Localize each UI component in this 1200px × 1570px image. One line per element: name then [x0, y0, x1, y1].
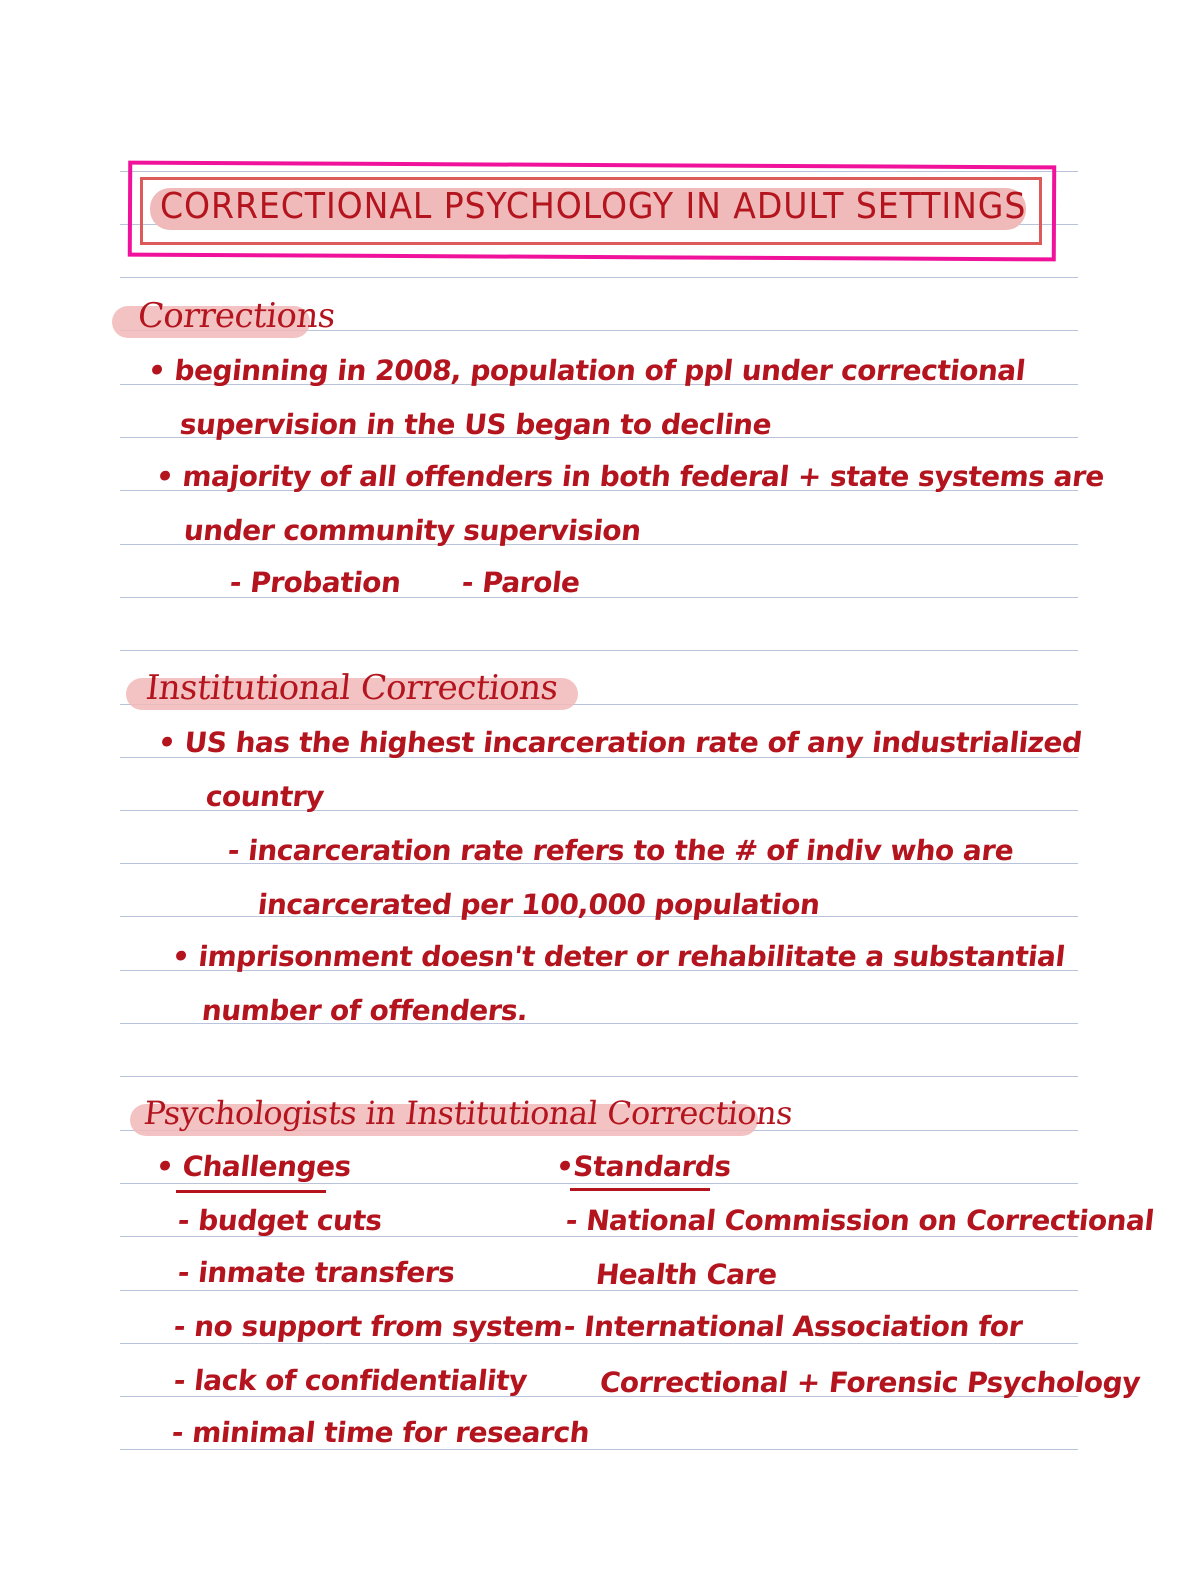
standard-item: Correctional + Forensic Psychology	[598, 1366, 1142, 1399]
page-title: CORRECTIONAL PSYCHOLOGY IN ADULT SETTINGS	[160, 186, 1027, 227]
note-line: incarcerated per 100,000 population	[256, 888, 822, 921]
challenge-item: - minimal time for research	[170, 1416, 591, 1449]
standards-label-text: Standards	[571, 1150, 733, 1183]
note-line: country	[204, 780, 326, 813]
standard-item: - International Association for	[562, 1310, 1024, 1343]
standard-item: Health Care	[594, 1258, 779, 1291]
section-heading-psychologists: Psychologists in Institutional Corrections	[142, 1094, 795, 1132]
challenge-item: - lack of confidentiality	[172, 1364, 529, 1397]
standard-item: - National Commission on Correctional	[564, 1204, 1156, 1237]
note-line: under community supervision	[182, 514, 643, 547]
challenge-item: - no support from system	[172, 1310, 565, 1343]
note-line: • imprisonment doesn't deter or rehabilitate a substantial	[170, 940, 1067, 973]
rule-line	[120, 1183, 1078, 1184]
rule-line	[120, 1449, 1078, 1450]
rule-line	[120, 1076, 1078, 1077]
challenge-item: - inmate transfers	[176, 1256, 457, 1289]
challenges-underline	[176, 1190, 326, 1193]
note-line: supervision in the US began to decline	[178, 408, 773, 441]
note-line: number of offenders.	[200, 994, 530, 1027]
section-heading-corrections: Corrections	[135, 296, 338, 336]
challenge-item: - budget cuts	[176, 1204, 384, 1237]
note-line: • US has the highest incarceration rate of any industrialized	[156, 726, 1084, 759]
rule-line	[120, 1343, 1078, 1344]
note-line-probation: - Probation	[228, 566, 403, 599]
note-line: • majority of all offenders in both federal + state systems are	[154, 460, 1106, 493]
challenges-label: • Challenges	[154, 1150, 353, 1183]
challenges-label-text: Challenges	[180, 1150, 353, 1183]
note-line-parole: - Parole	[460, 566, 582, 599]
standards-label: •Standards	[554, 1150, 733, 1183]
section-heading-institutional: Institutional Corrections	[143, 668, 560, 708]
note-line: - incarceration rate refers to the # of indiv who are	[226, 834, 1016, 867]
standards-underline	[570, 1188, 710, 1191]
rule-line	[120, 650, 1078, 651]
rule-line	[120, 277, 1078, 278]
note-line: • beginning in 2008, population of ppl under correctional	[146, 354, 1027, 387]
